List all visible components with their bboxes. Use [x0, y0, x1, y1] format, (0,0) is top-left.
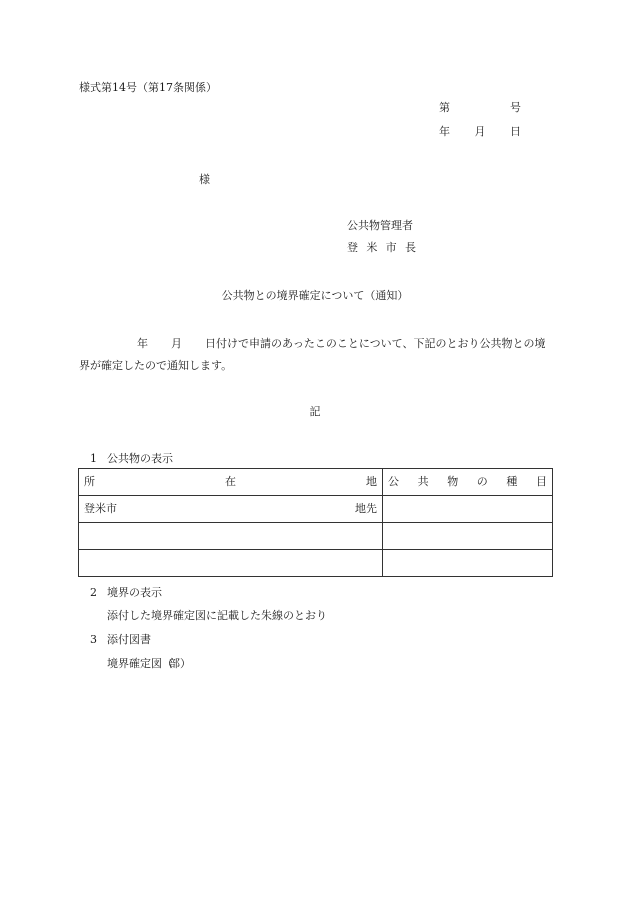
attachment-suffix: 部） — [169, 657, 191, 670]
date-day: 日 — [510, 125, 521, 138]
header-type-cell — [383, 469, 553, 496]
issuer-name-char: 登 — [347, 241, 358, 254]
section-3-content — [107, 657, 191, 670]
issue-number-suffix: 号 — [510, 101, 521, 114]
ki-heading: 記 — [309, 405, 321, 418]
header-char: 物 — [447, 475, 459, 489]
header-char: 目 — [535, 475, 547, 489]
issuer-name-char: 米 — [366, 241, 378, 254]
section-label: 境界の表示 — [107, 586, 162, 599]
section-2-heading — [90, 586, 162, 599]
location-cell[interactable] — [79, 523, 383, 550]
header-char: 地 — [366, 475, 377, 489]
document-subject: 公共物との境界確定について（通知） — [221, 289, 409, 302]
type-cell[interactable] — [383, 550, 553, 577]
location-city: 登米市 — [84, 502, 117, 516]
issuer-name-char: 長 — [404, 241, 416, 254]
table-row — [79, 496, 553, 523]
location-suffix: 地先 — [355, 502, 377, 516]
issuer-name — [347, 241, 416, 254]
issue-number-prefix: 第 — [439, 101, 450, 114]
issue-date-line — [439, 125, 521, 138]
header-char: 所 — [84, 475, 95, 489]
issue-number-line — [439, 101, 521, 114]
table-row — [79, 523, 553, 550]
table-header-row — [79, 469, 553, 496]
header-char: の — [476, 475, 488, 489]
type-cell[interactable] — [383, 523, 553, 550]
header-char: 種 — [506, 475, 518, 489]
date-year: 年 — [439, 125, 450, 138]
section-number: 2 — [90, 586, 97, 599]
table-row — [79, 550, 553, 577]
location-cell[interactable] — [79, 550, 383, 577]
section-1-heading — [90, 452, 173, 465]
section-3-heading — [90, 633, 151, 646]
section-label: 添付図書 — [107, 633, 151, 646]
attachment-prefix: 境界確定図（ — [107, 657, 173, 670]
header-char: 在 — [225, 475, 236, 489]
body-day-text: 日付けで申請のあったこのことについて、下記のとおり公共物との境界が確定したので通知します。 — [79, 337, 546, 372]
issuer-name-char: 市 — [385, 241, 397, 254]
addressee-honorific: 様 — [199, 173, 210, 186]
location-cell[interactable] — [79, 496, 383, 523]
public-property-table — [78, 468, 553, 577]
body-year: 年 — [137, 337, 148, 350]
date-month: 月 — [474, 125, 486, 138]
form-number: 様式第14号（第17条関係） — [79, 81, 217, 94]
section-2-content: 添付した境界確定図に記載した朱線のとおり — [107, 609, 327, 622]
section-label: 公共物の表示 — [107, 452, 173, 465]
body-month: 月 — [171, 337, 182, 350]
header-char: 共 — [417, 475, 429, 489]
section-number: 3 — [90, 633, 97, 646]
issuer-title: 公共物管理者 — [347, 219, 413, 232]
type-cell[interactable] — [383, 496, 553, 523]
header-location-cell — [79, 469, 383, 496]
section-number: 1 — [90, 452, 97, 465]
header-char: 公 — [388, 475, 399, 489]
body-paragraph — [79, 333, 552, 377]
